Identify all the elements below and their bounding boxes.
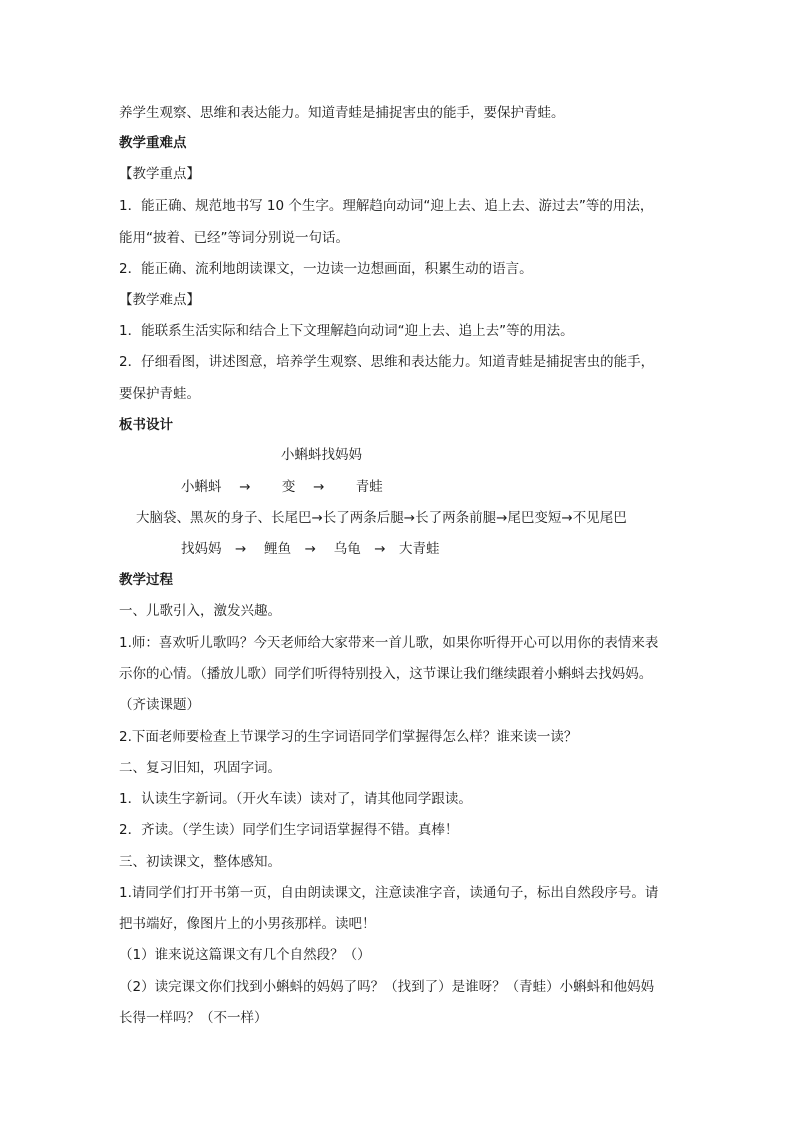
s1-item-1c: （齐读课题） (119, 697, 200, 713)
board-title: 小蝌蚪找妈妈 (281, 447, 362, 463)
heading-key-points: 教学重难点 (119, 135, 187, 151)
s2-item-2: 2．齐读。（学生读）同学们生字词语掌握得不错。真棒！ (119, 822, 459, 838)
heading-process: 教学过程 (119, 572, 173, 588)
s3-question-2a: （2）读完课文你们找到小蝌蚪的妈妈了吗？（找到了）是谁呀？（青蛙）小蝌蚪和他妈妈 (119, 979, 655, 995)
focus-item-2: 2．能正确、流利地朗读课文，一边读一边想画面，积累生动的语言。 (119, 261, 533, 277)
difficulty-item-1: 1．能联系生活实际和结合上下文理解趋向动词“迎上去、追上去”等的用法。 (119, 323, 574, 339)
s1-item-1b: 示你的心情。（播放儿歌）同学们听得特别投入，这节课让我们继续跟着小蝌蚪去找妈妈。 (119, 666, 653, 682)
section-1: 一、儿歌引入，激发兴趣。 (119, 603, 281, 619)
section-2: 二、复习旧知，巩固字词。 (119, 760, 281, 776)
difficulty-item-2b: 要保护青蛙。 (119, 386, 200, 402)
s3-question-1: （1）谁来说这篇课文有几个自然段？（） (119, 947, 371, 963)
focus-item-1a: 1．能正确、规范地书写 10 个生字。理解趋向动词“迎上去、追上去、游过去”等的用法， (119, 198, 654, 214)
board-row-2: 大脑袋、黑灰的身子、长尾巴→长了两条后腿→长了两条前腿→尾巴变短→不见尾巴 (136, 510, 627, 526)
s2-item-1: 1．认读生字新词。（开火车读）读对了，请其他同学跟读。 (119, 791, 472, 807)
section-3: 三、初读课文，整体感知。 (119, 854, 281, 870)
focus-label: 【教学重点】 (119, 166, 200, 182)
s1-item-2: 2.下面老师要检查上节课学习的生字词语同学们掌握得怎么样？谁来读一读？ (119, 729, 578, 745)
intro-line: 养学生观察、思维和表达能力。知道青蛙是捕捉害虫的能手，要保护青蛙。 (119, 105, 565, 121)
s1-item-1a: 1.师：喜欢听儿歌吗？今天老师给大家带来一首儿歌，如果你听得开心可以用你的表情来表 (119, 635, 659, 651)
s3-question-2b: 长得一样吗？（不一样） (119, 1010, 268, 1026)
s3-item-1b: 把书端好，像图片上的小男孩那样。读吧！ (119, 916, 376, 932)
s3-item-1a: 1.请同学们打开书第一页，自由朗读课文，注意读准字音，读通句子，标出自然段序号。请 (119, 885, 659, 901)
board-row-3: 找妈妈 → 鲤鱼 → 乌龟 → 大青蛙 (181, 541, 440, 557)
difficulty-item-2a: 2．仔细看图，讲述图意，培养学生观察、思维和表达能力。知道青蛙是捕捉害虫的能手， (119, 354, 655, 370)
focus-item-1b: 能用“披着、已经”等词分别说一句话。 (119, 230, 349, 246)
heading-board: 板书设计 (119, 417, 173, 433)
difficulty-label: 【教学难点】 (119, 292, 200, 308)
board-row-1: 小蝌蚪 → 变 → 青蛙 (181, 479, 383, 495)
